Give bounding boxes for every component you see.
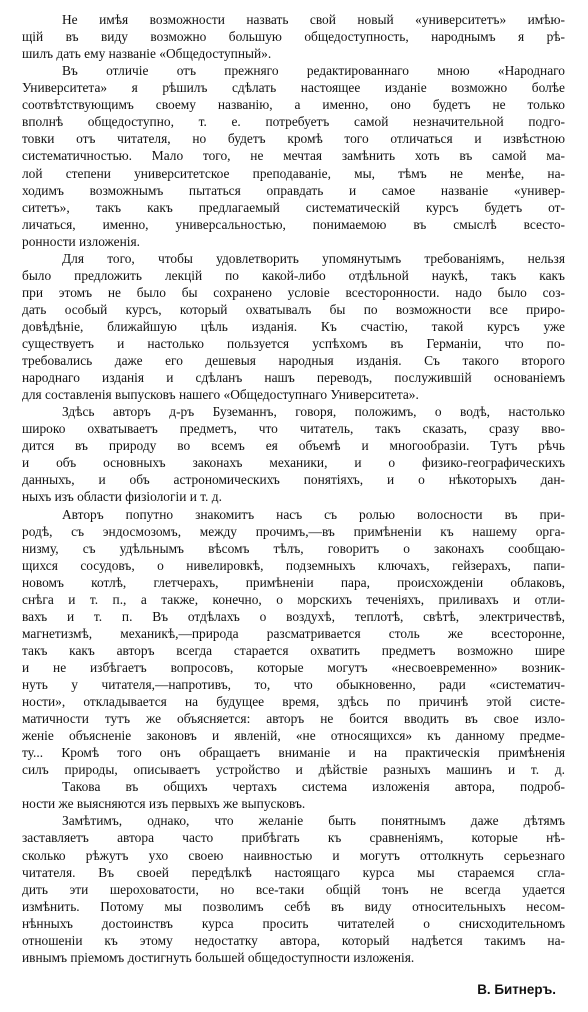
text-line: ту... Кромѣ того онъ обращаетъ вниманіе и на практическія примѣненія [22,745,565,761]
text-line: ронности изложенія. [22,233,140,249]
text-line: женіе объясненіе законовъ и явленій, «не относящихся» къ данному предме- [22,728,565,744]
text-line: дать особый курсъ, который охватывалъ бы по возможности все приро- [22,301,565,317]
text-line: вахъ и т. п. Въ отдѣлахъ о воздухѣ, теплотѣ, свѣтѣ, электричествѣ, [22,608,565,624]
text-line: Университета» я рѣшилъ сдѣлать настоящее изданіе возможно болѣе [22,80,565,96]
signature: В. Битнеръ. [477,982,556,997]
text-line: Замѣтимъ, однако, что желаніе быть понятнымъ даже дѣтямъ [62,813,565,829]
text-line: Не имѣя возможности назвать свой новый «университетъ» имѣю- [62,12,565,27]
text-line: читателя. Въ своей передѣлкѣ настоящаго курса мы стараемся сгла- [22,864,565,880]
text-line: нѣнныхъ достоинствъ курса просить читателей о снисходительномъ [22,915,565,931]
text-line: дится въ природу во всемъ ея объемѣ и многообразіи. Тутъ рѣчь [22,438,565,454]
text-line: широко охватываетъ предметъ, что читатель, такъ сказать, сразу вво- [22,421,565,437]
text-line: Въ отличіе отъ прежняго редактированнаго мною «Народнаго [62,63,565,79]
text-line: товки отъ читателя, но будетъ кромѣ того отличаться и извѣстною [22,131,565,147]
text-line: шилъ дать ему названіе «Общедоступный». [22,46,272,62]
text-line: лой степени университетское преподаваніе, мы, тѣмъ не менѣе, на- [22,165,565,181]
text-line: ности», откладывается на будущее время, здѣсь по причинѣ этой систе- [22,694,565,709]
text-line: щихся сосудовъ, о нивелировкѣ, подземныхъ ключахъ, гейзерахъ, папи- [22,557,565,573]
text-line: для составленія выпусковъ нашего «Общедоступнаго Университета». [22,387,419,403]
text-line: ходимъ возможнымъ пытаться оправдать и самое названіе «универ- [22,182,565,198]
text-line: Такова въ общихъ чертахъ система изложенія автора, подроб- [62,779,565,795]
text-line: измѣнить. Потому мы позволимъ себѣ въ виду относительныхъ несом- [22,898,565,914]
text-line: народнаго изданія и сдѣланъ нашъ переводъ, послужившій основаніемъ [22,370,565,386]
text-line: заставляетъ автора часто прибѣгать къ сравненіямъ, которые нѣ- [22,830,565,846]
text-line: силъ природы, описываетъ устройство и дѣйствіе разныхъ машинъ и т. д. [22,762,565,778]
text-line: низму, съ удѣльнымъ вѣсомъ тѣлъ, говоритъ о законахъ сообщаю- [22,540,565,556]
text-line: Здѣсь авторъ д-ръ Буземаннъ, говоря, положимъ, о водѣ, настолько [62,404,565,420]
text-line: матичности тутъ же объясняется: авторъ не боится вводить въ свое изло- [22,711,565,727]
text-line: требовались даже его дешевыя народныя изданія. Съ такого второго [22,353,565,368]
text-line: нуть у читателя,—напротивъ, то, что обыкновенно, ради «систематич- [22,677,565,692]
text-line: такъ какъ авторъ всегда старается охватить предметъ возможно шире [22,642,565,658]
text-line: личаться, именно, универсальностью, понимаемою въ смыслѣ всесто- [22,216,565,232]
text-line: существуетъ и настолько пользуется успѣхомъ въ Германіи, что по- [22,335,565,351]
text-line: систематичностью. Мало того, не мечтая замѣнить хоть въ самой ма- [22,148,565,164]
text-line: и не избѣгаетъ вопросовъ, которые могутъ «несвоевременно» возник- [22,659,565,675]
text-line: родѣ, съ эндосмозомъ, между прочимъ,—въ примѣненіи къ нашему орга- [22,523,565,539]
text-line: отношеніи къ этому недостатку автора, который надѣется такимъ на- [22,932,565,948]
text-line: снѣга и т. п., а также, конечно, о морскихъ теченіяхъ, приливахъ и отли- [22,591,565,607]
text-line: данныхъ, и объ астрономическихъ понятіяхъ, и о нѣкоторыхъ дан- [22,472,565,488]
text-line: при этомъ не было бы сохранено условіе всесторонности. надо было соз- [22,284,565,300]
text-line: новомъ котлѣ, глетчерахъ, примѣненіи пара, происхожденіи облаковъ, [22,574,565,590]
text-line: ситетъ», такъ какъ предлагаемый систематическій курсъ будетъ от- [22,199,565,215]
text-line: сколько рѣжутъ ухо своею наивностью и могутъ оттолкнуть серьезнаго [22,847,565,863]
text-line: было предложить лекцій по какой-либо отдѣльной наукѣ, такъ какъ [22,267,565,283]
text-line: вполнѣ общедоступно, т. е. потребуетъ самой незначительной подго- [22,114,565,130]
text-line: Авторъ попутно знакомитъ насъ съ ролью волосности въ при- [62,506,565,522]
text-line: ныхъ изъ области физіологіи и т. д. [22,489,222,505]
text-line: щій въ виду возможно большую общедоступность, народнымъ я рѣ- [22,29,565,45]
text-line: Для того, чтобы удовлетворить упомянутымъ требованіямъ, нельзя [62,250,565,266]
text-line: и объ основныхъ законахъ механики, и о физико-географическихъ [22,455,565,471]
text-line: довѣдѣніе, ближайшую цѣль изданія. Къ счастію, такой курсъ уже [22,318,565,334]
text-line: ивнымъ пріемомъ достигнуть большей общедоступности изложенія. [22,949,415,965]
text-line: ности же выясняются изъ первыхъ же выпусковъ. [22,796,306,812]
text-line: соотвѣтствующимъ своему названію, а именно, оно будетъ не только [22,97,565,113]
text-line: магнетизмѣ, механикѣ,—природа разсматривается столь же всесторонне, [22,625,565,641]
text-line: дить эти шероховатости, но все-таки общій тонъ не всегда удается [22,881,565,897]
